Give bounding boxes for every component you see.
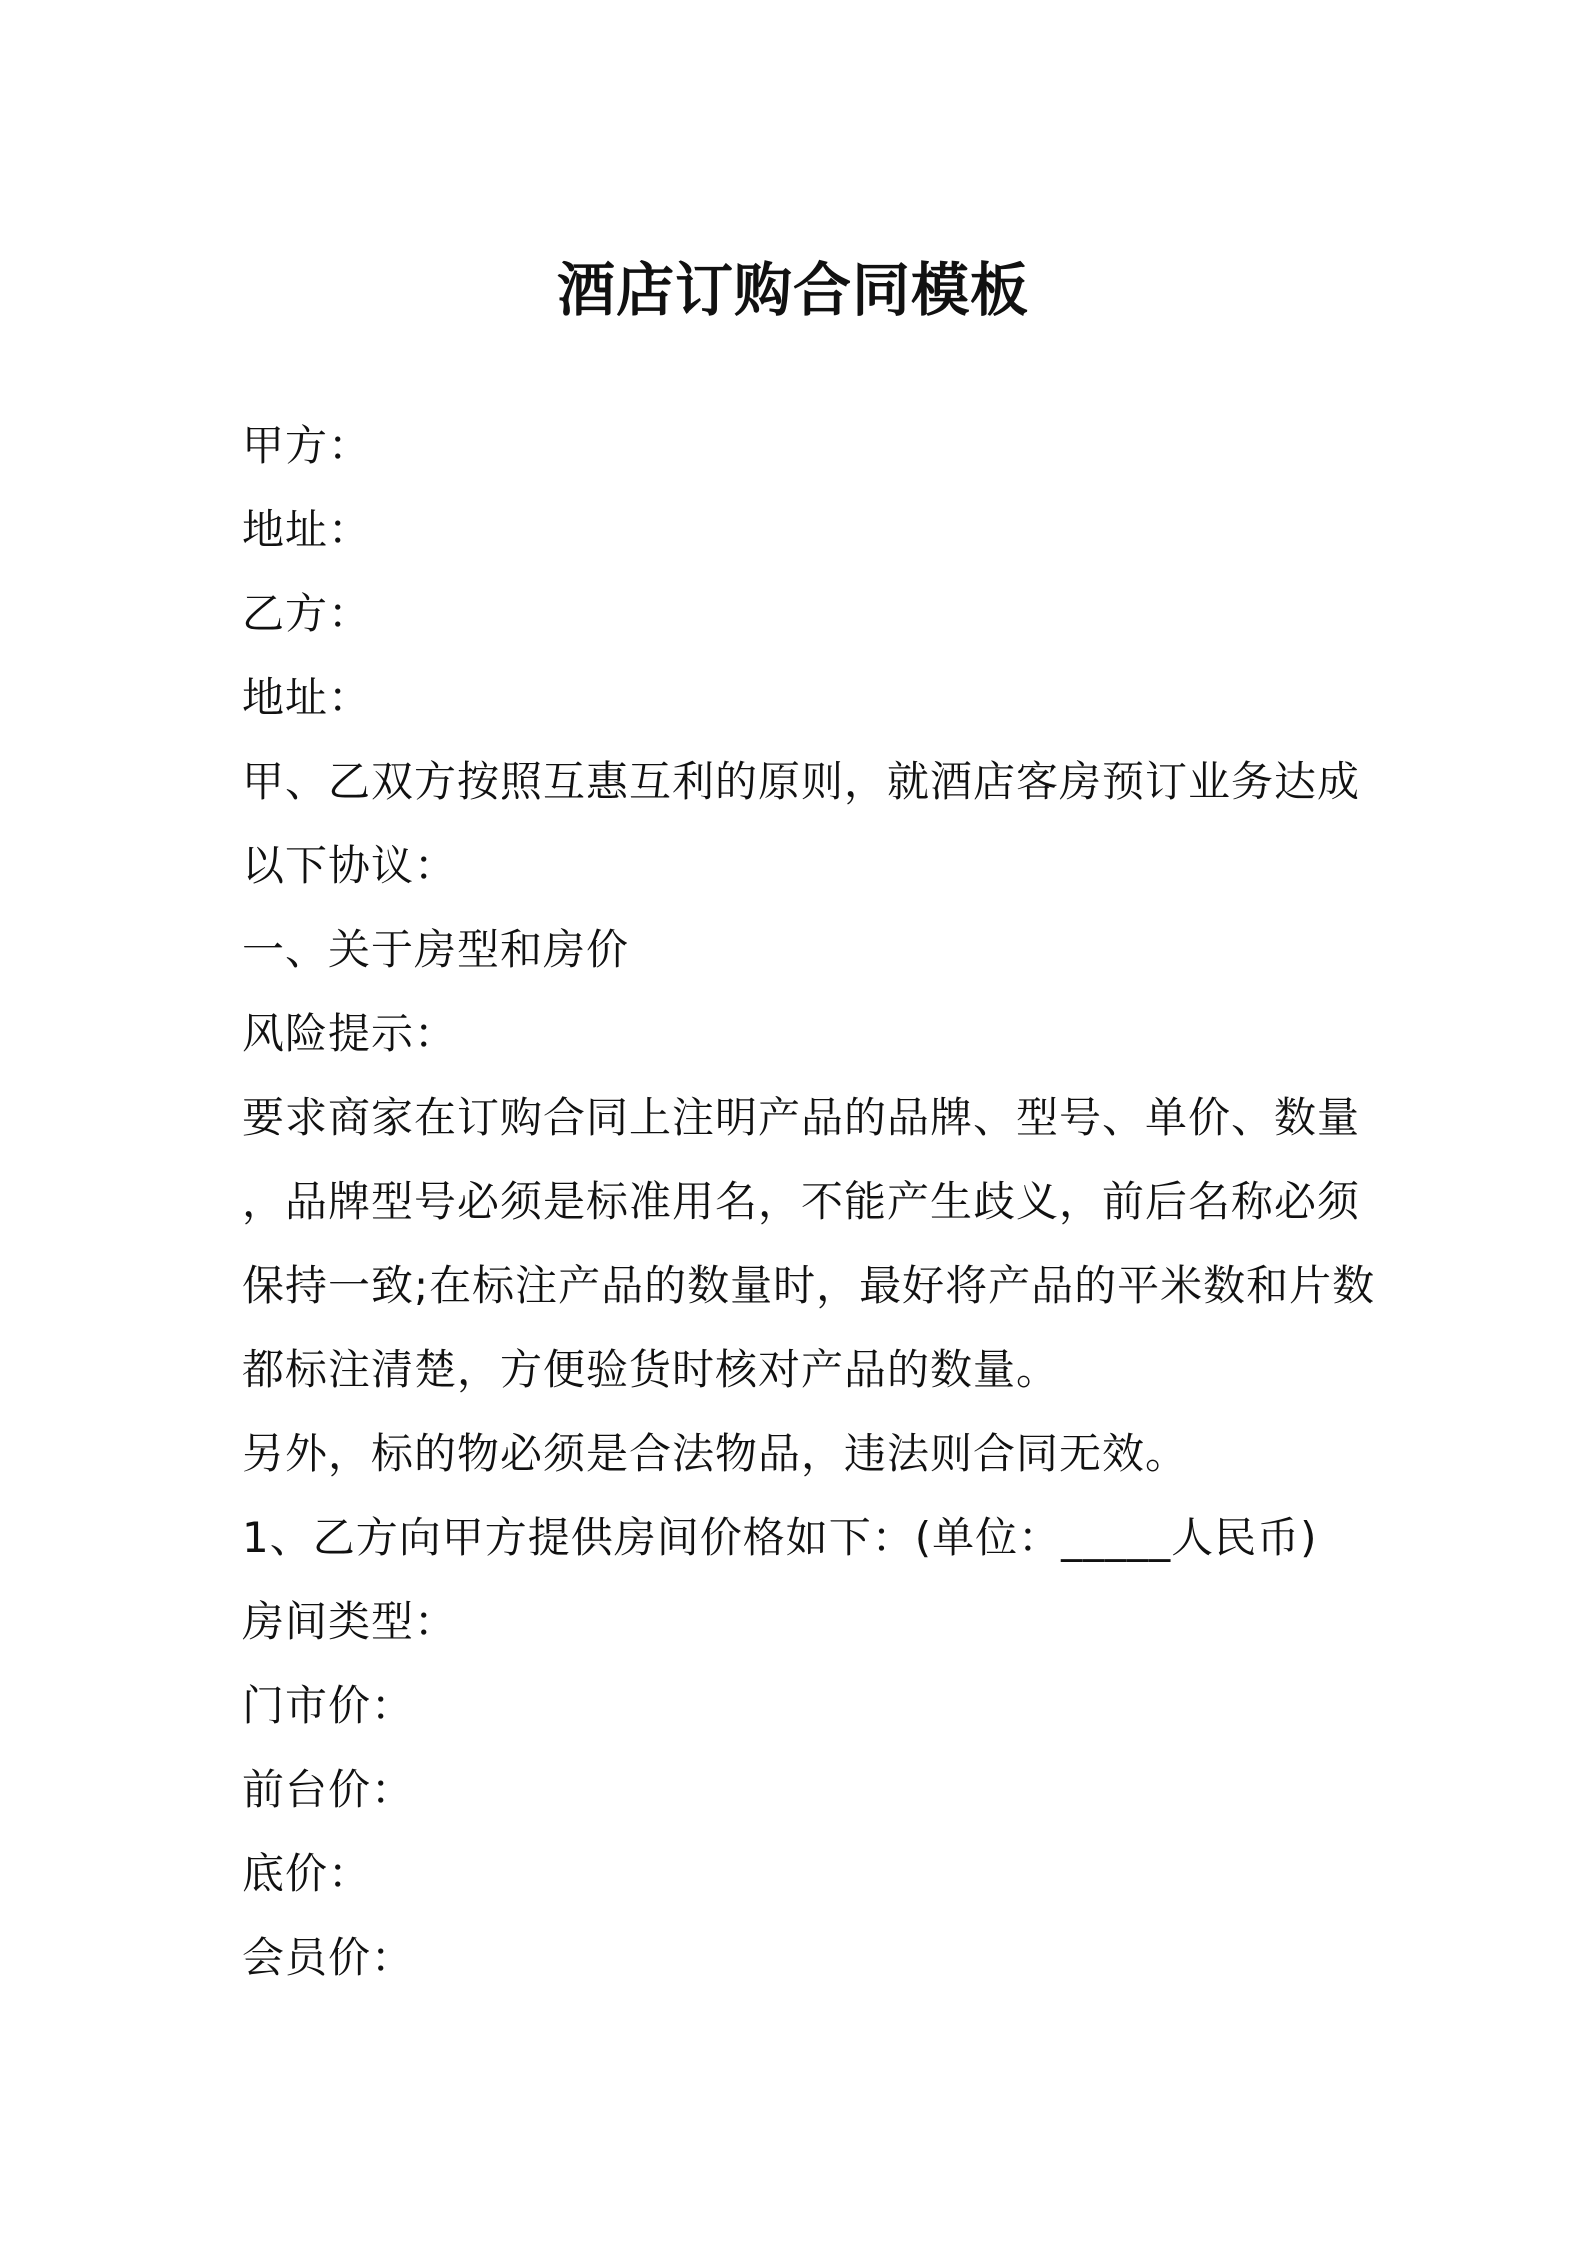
rack-rate-label: 门市价：	[242, 1681, 415, 1730]
floor-rate-label: 底价：	[242, 1849, 372, 1898]
risk-notice-heading: 风险提示：	[242, 1009, 458, 1058]
section-heading-room-type-price: 一、关于房型和房价	[242, 925, 630, 974]
party-b-label: 乙方：	[242, 589, 372, 638]
agreement-intro-line-1: 甲、乙双方按照互惠互利的原则，就酒店客房预订业务达成	[242, 757, 1361, 806]
front-desk-rate-label: 前台价：	[242, 1765, 415, 1814]
document-body	[242, 404, 1376, 2000]
party-b-address-label: 地址：	[242, 673, 372, 722]
risk-notice-line-4: 都标注清楚，方便验货时核对产品的数量。	[242, 1345, 1060, 1394]
party-a-label: 甲方：	[242, 421, 372, 470]
risk-notice-line-3: 保持一致;在标注产品的数量时，最好将产品的平米数和片数	[242, 1261, 1376, 1310]
agreement-intro-line-2: 以下协议：	[242, 841, 458, 890]
member-rate-label: 会员价：	[242, 1933, 415, 1982]
clause-1-price-list: 1、乙方向甲方提供房间价格如下：(单位：_____人民币)	[242, 1513, 1318, 1562]
risk-notice-line-2: ，品牌型号必须是标准用名，不能产生歧义，前后名称必须	[242, 1177, 1361, 1226]
party-a-address-label: 地址：	[242, 505, 372, 554]
document-title: 酒店订购合同模板	[556, 256, 1029, 324]
room-type-label: 房间类型：	[242, 1597, 458, 1646]
risk-notice-line-1: 要求商家在订购合同上注明产品的品牌、型号、单价、数量	[242, 1093, 1361, 1142]
legal-object-note: 另外，标的物必须是合法物品，违法则合同无效。	[242, 1429, 1189, 1478]
